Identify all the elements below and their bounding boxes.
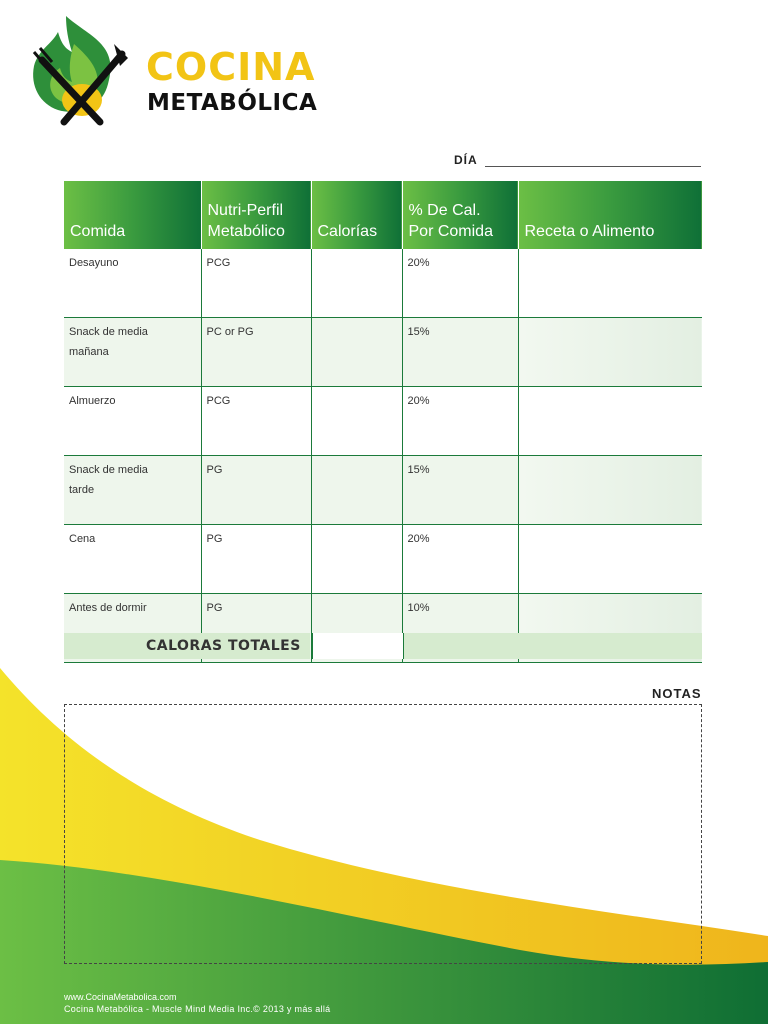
flame-cutlery-icon <box>28 14 138 126</box>
meal-cell: Desayuno <box>64 249 201 318</box>
recipe-cell[interactable] <box>518 318 702 387</box>
recipe-cell[interactable] <box>518 387 702 456</box>
profile-cell: PG <box>201 456 311 525</box>
meal-cell: Cena <box>64 525 201 594</box>
calories-cell[interactable] <box>311 456 402 525</box>
header-calories: Calorías <box>311 181 402 249</box>
table-row <box>64 525 702 594</box>
footer-website: www.CocinaMetabolica.com <box>64 992 177 1002</box>
header-meal: Comida <box>64 181 201 249</box>
meal-cell: Almuerzo <box>64 387 201 456</box>
table-row <box>64 387 702 456</box>
percent-cell: 15% <box>402 318 518 387</box>
table-row <box>64 318 702 387</box>
calories-cell[interactable] <box>311 249 402 318</box>
totals-blank-cell <box>404 633 702 659</box>
calories-cell[interactable] <box>311 318 402 387</box>
notes-label: NOTAS <box>652 686 702 701</box>
profile-cell: PCG <box>201 249 311 318</box>
percent-cell: 20% <box>402 387 518 456</box>
meal-cell: Snack de media tarde <box>64 456 201 525</box>
totals-calories-cell[interactable] <box>312 633 404 659</box>
percent-cell: 20% <box>402 525 518 594</box>
percent-cell: 20% <box>402 249 518 318</box>
profile-cell: PG <box>201 525 311 594</box>
percent-cell: 15% <box>402 456 518 525</box>
header-percent-calories: % De Cal. Por Comida <box>402 181 518 249</box>
logo <box>28 14 318 126</box>
meal-plan-table <box>64 181 702 663</box>
table-row <box>64 249 702 318</box>
meal-cell: Antes de dormir <box>64 594 201 663</box>
footer-copyright: Cocina Metabólica - Muscle Mind Media Inc.© 2013 y más allá <box>64 1004 331 1014</box>
recipe-cell[interactable] <box>518 525 702 594</box>
totals-row <box>64 633 702 659</box>
table-header-row <box>64 181 702 249</box>
table-row <box>64 456 702 525</box>
recipe-cell[interactable] <box>518 249 702 318</box>
profile-cell: PC or PG <box>201 318 311 387</box>
header-recipe: Receta o Alimento <box>518 181 702 249</box>
header-nutri-profile: Nutri-Perfil Metabólico <box>201 181 311 249</box>
date-label: DÍA <box>454 153 478 167</box>
profile-cell: PG <box>201 594 311 663</box>
calories-cell[interactable] <box>311 525 402 594</box>
brand-name-line1: COCINA <box>146 45 316 89</box>
notes-box[interactable] <box>64 704 702 964</box>
calories-cell[interactable] <box>311 387 402 456</box>
percent-cell: 10% <box>402 594 518 663</box>
totals-label: CALORAS TOTALES <box>146 638 301 654</box>
recipe-cell[interactable] <box>518 456 702 525</box>
date-field[interactable] <box>485 166 701 167</box>
profile-cell: PCG <box>201 387 311 456</box>
brand-name-line2: METABÓLICA <box>147 90 318 116</box>
meal-cell: Snack de media mañana <box>64 318 201 387</box>
